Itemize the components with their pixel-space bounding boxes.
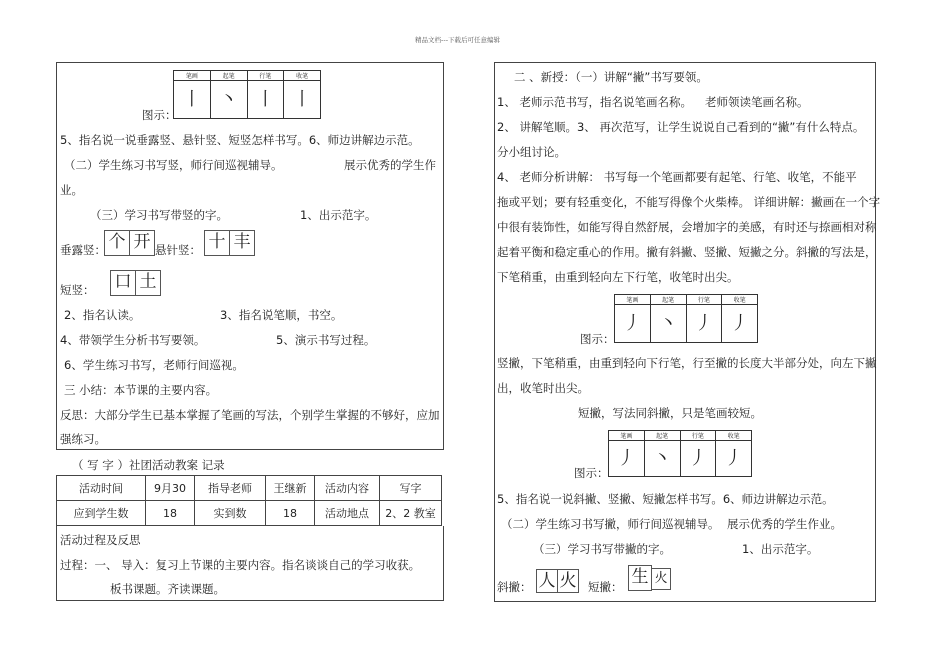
example-char: 火 [559, 571, 577, 591]
right-stroke-table-2 [608, 430, 752, 477]
chuilu-label: 垂露竖： [60, 243, 106, 257]
table-cell: 9月30 [146, 476, 195, 501]
table-header-start: 起笔 [210, 71, 247, 81]
stroke-glyph: 丨 [174, 81, 211, 119]
char-box [135, 270, 161, 296]
char-box [229, 230, 255, 256]
example-char: 生 [631, 567, 649, 587]
text-line: 4、 老师分析讲解： 书写每一个笔画都要有起笔、行笔、收笔，不能平 [497, 170, 857, 184]
table-header-end: 收笔 [716, 431, 752, 441]
char-box [110, 270, 136, 296]
text-line: 反思：大部分学生已基本掌握了笔画的写法，个别学生掌握的不够好，应加 [60, 408, 440, 422]
stroke-glyph: 丿 [680, 441, 716, 477]
char-box [129, 230, 155, 256]
text-line: 拖或平划；要有轻重变化，不能写得像个火柴棒。 详细讲解：撇画在一个字 [497, 195, 881, 209]
record-title: （ 写 字 ）社团活动教案 记录 [72, 458, 225, 472]
stroke-glyph: 丨 [247, 81, 284, 119]
stroke-glyph: 丿 [722, 305, 758, 343]
text-line: 展示优秀的学生作业。 [727, 517, 842, 531]
example-char: 十 [208, 232, 226, 252]
table-header-move: 行笔 [680, 431, 716, 441]
text-line: 1、 老师示范书写，指名说笔画名称。 [497, 95, 692, 109]
text-line: 业。 [60, 183, 83, 197]
table-header-stroke: 笔画 [615, 295, 651, 305]
char-box [557, 569, 579, 593]
table-cell: 活动时间 [57, 476, 146, 501]
text-line: 分小组讨论。 [497, 145, 566, 159]
text-line: 起着平衡和稳定重心的作用。撇有斜撇、竖撇、短撇之分。斜撇的写法是， [497, 245, 877, 259]
stroke-glyph: 丨 [284, 81, 321, 119]
example-char: 土 [139, 272, 157, 292]
text-line: 4、带领学生分析书写要领。 [60, 333, 206, 347]
stroke-glyph: 丿 [716, 441, 752, 477]
table-cell: 活动地点 [315, 501, 380, 526]
table-cell: 指导老师 [195, 476, 266, 501]
text-line: 短撇，写法同斜撇，只是笔画较短。 [578, 406, 762, 420]
table-cell: 写字 [380, 476, 442, 501]
table-header-end: 收笔 [722, 295, 758, 305]
text-line: 板书课题。齐读课题。 [110, 582, 225, 596]
text-line: 三 小结：本节课的主要内容。 [64, 383, 218, 397]
example-char: 开 [133, 232, 151, 252]
text-line: （二）学生练习书写撇，师行间巡视辅导。 [501, 517, 720, 531]
text-line: 5、演示书写过程。 [276, 333, 376, 347]
table-cell: 王继新 [266, 476, 315, 501]
text-line: 强练习。 [60, 432, 106, 446]
table-header-move: 行笔 [247, 71, 284, 81]
table-cell: 2、2 教室 [380, 501, 442, 526]
text-line: 过程：一、 导入：复习上节课的主要内容。指名谈谈自己的学习收获。 [60, 558, 421, 572]
example-char: 个 [108, 232, 126, 252]
table-cell: 18 [266, 501, 315, 526]
xiepie-label: 斜撇： [497, 580, 532, 594]
table-header-start: 起笔 [650, 295, 686, 305]
example-char: 口 [114, 272, 132, 292]
text-line: 5、指名说一说斜撇、竖撇、短撇怎样书写。6、师边讲解边示范。 [497, 492, 834, 506]
table-header-start: 起笔 [644, 431, 680, 441]
text-line: 竖撇，下笔稍重，由重到轻向下行笔，行至撇的长度大半部分处，向左下撇 [497, 356, 877, 370]
stroke-glyph: 丶 [210, 81, 247, 119]
text-line: （三）学习书写带竖的字。 [90, 208, 228, 222]
char-box [536, 569, 558, 593]
figure-label: 图示： [580, 332, 615, 346]
stroke-glyph: 丶 [644, 441, 680, 477]
char-box [104, 230, 130, 256]
right-stroke-table-1 [614, 294, 758, 343]
text-line: 出，收笔时出尖。 [497, 381, 589, 395]
left-stroke-table [173, 70, 321, 119]
text-line: 下笔稍重，由重到轻向左下行笔，收笔时出尖。 [497, 270, 739, 284]
table-header-move: 行笔 [686, 295, 722, 305]
text-line: 2、 讲解笔顺。3、 再次范写，让学生说说自己看到的“撇”有什么特点。 [497, 120, 865, 134]
figure-label: 图示： [574, 466, 609, 480]
stroke-glyph: 丿 [615, 305, 651, 343]
text-line: 2、指名认读。 [64, 308, 141, 322]
table-header-end: 收笔 [284, 71, 321, 81]
text-line: 6、学生练习书写，老师行间巡视。 [64, 358, 244, 372]
table-cell: 实到数 [195, 501, 266, 526]
char-box [628, 565, 652, 591]
table-header-stroke: 笔画 [609, 431, 645, 441]
duanpie-label: 短撇： [588, 580, 623, 594]
record-table [56, 475, 442, 526]
document-header: 精品文档---下载后可任意编辑 [415, 36, 501, 44]
table-header-stroke: 笔画 [174, 71, 211, 81]
table-cell: 应到学生数 [57, 501, 146, 526]
example-char: 丰 [233, 232, 251, 252]
stroke-glyph: 丿 [686, 305, 722, 343]
xuanzhen-label: 悬针竖： [155, 243, 201, 257]
example-char: 火 [654, 571, 668, 586]
text-line: 展示优秀的学生作 [344, 158, 436, 172]
text-line: （二）学生练习书写竖，师行间巡视辅导。 [64, 158, 283, 172]
char-box [651, 568, 671, 590]
char-box [204, 230, 230, 256]
stroke-glyph: 丿 [609, 441, 645, 477]
text-line: 1、出示范字。 [300, 208, 377, 222]
process-title: 活动过程及反思 [60, 533, 141, 547]
table-cell: 18 [146, 501, 195, 526]
duanshu-label: 短竖： [60, 283, 95, 297]
text-line: 5、指名说一说垂露竖、悬针竖、短竖怎样书写。6、师边讲解边示范。 [60, 133, 420, 147]
figure-label: 图示： [142, 108, 177, 122]
text-line: 老师领读笔画名称。 [705, 95, 809, 109]
stroke-glyph: 丶 [650, 305, 686, 343]
text-line: 1、出示范字。 [742, 542, 819, 556]
example-char: 人 [538, 571, 556, 591]
text-line: （三）学习书写带撇的字。 [533, 542, 671, 556]
text-line: 3、指名说笔顺，书空。 [220, 308, 343, 322]
text-line: 中很有装饰性，如能写得自然舒展，会增加字的美感，有时还与捺画相对称 [497, 220, 877, 234]
table-cell: 活动内容 [315, 476, 380, 501]
text-line: 二 、新授：（一）讲解“撇”书写要领。 [514, 70, 708, 84]
